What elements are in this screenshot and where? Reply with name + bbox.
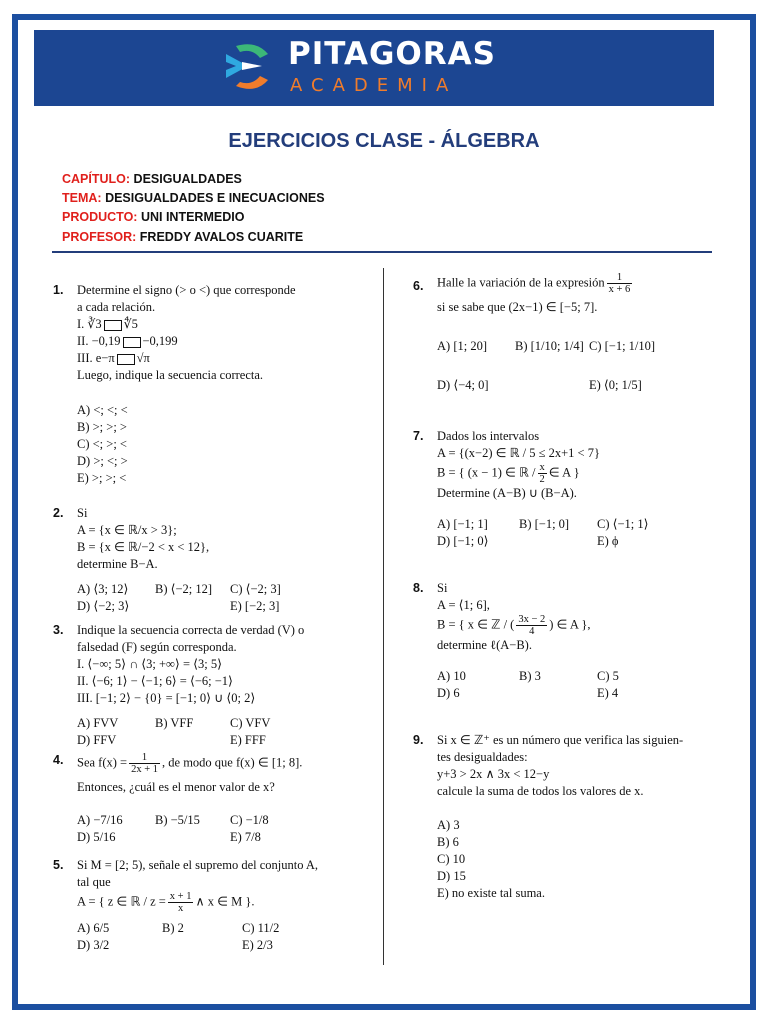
option: B) 3 — [519, 669, 541, 683]
question-1: 1. Determine el signo (> o <) que corresponde a cada relación. I. ∛3 ∜5 II. −0,19 −0,199 III. e−π √π Luego, indique la secuencia correcta. A) <; <; < B) >; >; > C) <; >; < D) >; <; > E) >; >; < — [77, 282, 367, 487]
answer-box — [117, 354, 135, 365]
meta-info — [62, 170, 325, 247]
option: C) −1/8 — [230, 813, 269, 827]
brand-name: PITAGORAS — [288, 36, 496, 72]
question-9: 9. Si x ∈ ℤ⁺ es un número que verifica las siguien- tes desigualdades: y+3 > 2x ∧ 3x < 12−y calcule la suma de todos los valores de x. A) 3 B) 6 C) 10 D) 15 E) no existe tal suma. — [437, 732, 707, 902]
option: C) 5 — [597, 669, 619, 683]
option: E) FFF — [230, 733, 266, 747]
option: A) ⟨3; 12⟩ — [77, 582, 129, 596]
option: D) [−1; 0⟩ — [437, 534, 489, 548]
question-6: 6. Halle la variación de la expresión $\frac{1}{x + 6}$ si se sabe que (2x−1) ∈ [−5; 7]. A) [1; 20] B) [1/10; 1/4] C) [−1; 1/10] D) ⟨−4; 0] E) ⟨0; 1/5] — [413, 272, 656, 392]
option: C) ⟨−2; 3] — [230, 582, 281, 596]
option: E) 7/8 — [230, 830, 261, 844]
option: B) −5/15 — [155, 813, 200, 827]
fraction: $\frac{1}{x + 6}$ — [608, 272, 631, 295]
option: B) VFF — [155, 716, 194, 730]
option: C) ⟨−1; 1⟩ — [597, 517, 649, 531]
option: A) 10 — [437, 669, 466, 683]
option: A) [1; 20] — [437, 339, 487, 353]
option: B) [−1; 0] — [519, 517, 570, 531]
meta-row-chapter: CAPÍTULO: DESIGUALDADES — [62, 172, 242, 186]
option: D) 3/2 — [77, 938, 110, 952]
option: D) >; <; > — [77, 454, 128, 468]
option: B) >; >; > — [77, 420, 127, 434]
meta-row-topic: TEMA: DESIGUALDADES E INECUACIONES — [62, 191, 325, 206]
answer-box — [104, 320, 122, 331]
option: B) ⟨−2; 12] — [155, 582, 213, 596]
option: B) 2 — [162, 921, 184, 935]
option: A) [−1; 1] — [437, 517, 488, 531]
option: E) 4 — [597, 686, 619, 700]
option: A) 3 — [437, 818, 460, 832]
fraction: $\frac{3x - 2}{4}$ — [518, 614, 546, 637]
fraction: $\frac{1}{2x + 1}$ — [131, 752, 159, 775]
option: E) [−2; 3] — [230, 599, 280, 613]
question-2: 2. Si A = {x ∈ ℝ/x > 3}; B = {x ∈ ℝ/−2 < x < 12}, determine B−A. A) ⟨3; 12⟩ B) ⟨−2; 12] C) ⟨−2; 3] D) ⟨−2; 3⟩ E) [−2; 3] — [53, 506, 281, 613]
column-divider — [383, 268, 384, 965]
page-title: EJERCICIOS CLASE - ÁLGEBRA — [228, 130, 540, 152]
option: C) 11/2 — [242, 921, 280, 935]
meta-row-teacher: PROFESOR: FREDDY AVALOS CUARITE — [62, 229, 304, 244]
option: C) [−1; 1/10] — [589, 339, 656, 353]
fraction: $\frac{x + 1}{x}$ — [169, 891, 192, 914]
option: E) >; >; < — [77, 471, 127, 485]
option: C) VFV — [230, 716, 271, 730]
option: A) FVV — [77, 716, 119, 730]
option: A) −7/16 — [77, 813, 123, 827]
option: D) 5/16 — [77, 830, 116, 844]
option: D) 15 — [437, 869, 466, 883]
option: C) 10 — [437, 852, 466, 866]
option: D) ⟨−2; 3⟩ — [77, 599, 130, 613]
question-8: 8. Si A = ⟨1; 6], B = { x ∈ ℤ / ( $\frac{3x - 2}{4}$ ) ∈ A }, determine ℓ(A−B). A) 10 B) 3 C) 5 D) 6 E) 4 — [413, 581, 619, 700]
fraction: $\frac{x}{2}$ — [539, 462, 545, 485]
option: A) 6/5 — [77, 921, 110, 935]
option: B) [1/10; 1/4] — [515, 339, 584, 353]
meta-row-product: PRODUCTO: UNI INTERMEDIO — [62, 210, 245, 225]
option: A) <; <; < — [77, 403, 128, 417]
option: D) FFV — [77, 733, 117, 747]
option: E) ⟨0; 1/5] — [589, 378, 642, 392]
option: C) <; >; < — [77, 437, 127, 451]
pitagoras-logo-icon — [222, 40, 272, 98]
option: B) 6 — [437, 835, 459, 849]
answer-box — [123, 337, 141, 348]
question-4: 4. Sea f(x) = $\frac{1}{2x + 1}$ , de modo que f(x) ∈ [1; 8]. Entonces, ¿cuál es el menor valor de x? A) −7/16 B) −5/15 C) −1/8 D) 5/16 E) 7/8 — [53, 752, 303, 844]
question-3: 3. Indique la secuencia correcta de verdad (V) o falsedad (F) según corresponda. I. ⟨−∞; 5⟩ ∩ ⟨3; +∞⟩ = ⟨3; 5⟩ II. ⟨−6; 1⟩ − ⟨−1; 6⟩ = ⟨−6; −1⟩ III. [−1; 2⟩ − {0} = [−1; 0⟩ ∪ ⟨0; 2⟩ A) FVV B) VFF C) VFV D) FFV E) FFF — [53, 623, 305, 747]
brand-subtitle: ACADEMIA — [290, 75, 458, 96]
option: E) no existe tal suma. — [437, 886, 545, 900]
option: E) ϕ — [597, 534, 619, 548]
option: E) 2/3 — [242, 938, 273, 952]
option: D) ⟨−4; 0] — [437, 378, 489, 392]
question-5: 5. Si M = [2; 5), señale el supremo del conjunto A, tal que A = { z ∈ ℝ / z = $\frac{x + 1}{x}$ ∧ x ∈ M }. A) 6/5 B) 2 C) 11/2 D) 3/2 E) 2/3 — [53, 858, 319, 952]
header-divider — [52, 251, 712, 253]
question-7: 7. Dados los intervalos A = {(x−2) ∈ ℝ / 5 ≤ 2x+1 < 7} B = { (x − 1) ∈ ℝ / $\frac{x}{2}$ ∈ A } Determine (A−B) ∪ (B−A). A) [−1; 1] B) [−1; 0] C) ⟨−1; 1⟩ D) [−1; 0⟩ E) ϕ — [413, 429, 649, 548]
option: D) 6 — [437, 686, 460, 700]
